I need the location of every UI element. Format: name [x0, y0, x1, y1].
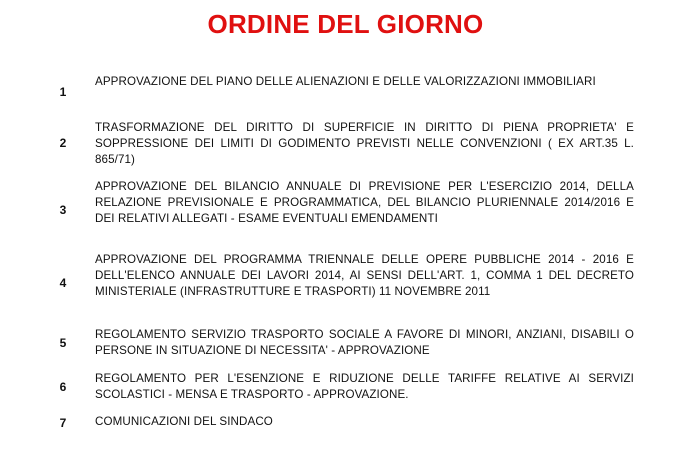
- agenda-item-number: 2: [59, 136, 67, 150]
- agenda-item-number: 5: [59, 336, 67, 350]
- agenda-item-text: TRASFORMAZIONE DEL DIRITTO DI SUPERFICIE IN DIRITTO DI PIENA PROPRIETA' E SOPPRESSIONE DEI LIMITI DI GODIMENTO PREVISTI NELLE CONVENZIONI ( EX ART.35 L. 865/71): [95, 121, 634, 166]
- agenda-item-number: 6: [59, 380, 67, 394]
- agenda-item-number: 7: [59, 416, 67, 430]
- agenda-item-text: APPROVAZIONE DEL BILANCIO ANNUALE DI PREVISIONE PER L'ESERCIZIO 2014, DELLA RELAZIONE PREVISIONALE E PROGRAMMATICA, DEL BILANCIO PLURIENNALE 2014/2016 E DEI RELATIVI ALLEGATI - ESAME EVENTUALI EMENDAMENTI: [95, 180, 634, 225]
- agenda-item-text: REGOLAMENTO PER L'ESENZIONE E RIDUZIONE DELLE TARIFFE RELATIVE AI SERVIZI SCOLASTICI - MENSA E TRASPORTO - APPROVAZIONE.: [95, 372, 634, 401]
- agenda-item-number: 3: [59, 203, 67, 217]
- agenda-item-text: APPROVAZIONE DEL PROGRAMMA TRIENNALE DELLE OPERE PUBBLICHE 2014 - 2016 E DELL'ELENCO ANNUALE DEI LAVORI 2014, AI SENSI DELL'ART. 1, COMMA 1 DEL DECRETO MINISTERIALE (INFRASTRUTTURE E TRASPORTI) 11 NOVEMBRE 2011: [95, 253, 634, 298]
- agenda-item-number: 4: [59, 276, 67, 290]
- agenda-item-text: APPROVAZIONE DEL PIANO DELLE ALIENAZIONI E DELLE VALORIZZAZIONI IMMOBILIARI: [95, 75, 596, 88]
- page-title: ORDINE DEL GIORNO: [207, 9, 484, 39]
- agenda-item-text: REGOLAMENTO SERVIZIO TRASPORTO SOCIALE A FAVORE DI MINORI, ANZIANI, DISABILI O PERSONE IN SITUAZIONE DI NECESSITA' - APPROVAZIONE: [95, 328, 634, 357]
- agenda-item-number: 1: [59, 85, 67, 99]
- agenda-item-text: COMUNICAZIONI DEL SINDACO: [95, 415, 273, 428]
